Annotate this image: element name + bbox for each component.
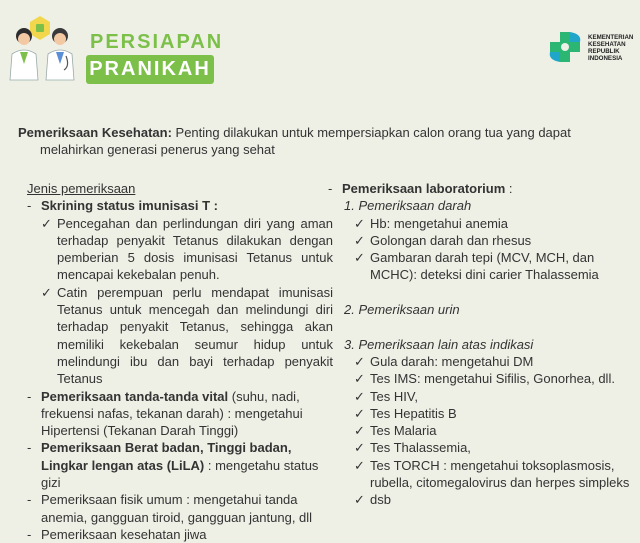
check-text: Tes Malaria [370, 423, 437, 439]
check-icon: ✓ [41, 215, 52, 231]
check-icon: ✓ [354, 371, 365, 387]
check-text: Pencegahan dan perlindungan diri yang aman terhadap penyakit Tetanus dilakukan dengan pemberian 5 dosis imunisasi Tetanus untuk mencapai kekebalan penuh. [57, 215, 333, 283]
list-item [27, 491, 333, 526]
check-item [328, 388, 640, 405]
spacer [328, 284, 640, 301]
check-item [27, 284, 333, 388]
lab-heading: Pemeriksaan laboratorium [342, 181, 506, 196]
check-icon: ✓ [41, 284, 52, 300]
title-pranikah: PRANIKAH [86, 55, 214, 84]
spacer [328, 318, 640, 335]
check-item [328, 232, 640, 249]
list-item [27, 197, 333, 214]
ministry-name [588, 34, 640, 62]
intro-label: Pemeriksaan Kesehatan: [18, 125, 172, 140]
check-icon: ✓ [354, 388, 365, 404]
item-bold: Skrining status imunisasi T : [41, 198, 218, 214]
doctors-illustration [0, 14, 82, 82]
check-text: Catin perempuan perlu mendapat imunisasi Tetanus untuk mencegah dan melindungi diri terhadap penyakit Tetanus, sehingga akan memiliki kekebalan seumur hidup untuk melindungi ibu dan bayi terhadap penyakit Tetanus [57, 284, 333, 387]
list-item [27, 388, 333, 440]
item-bold: Pemeriksaan tanda-tanda vital [41, 388, 229, 404]
check-icon: ✓ [354, 405, 365, 421]
lab-heading-row [328, 180, 640, 197]
check-item [328, 491, 640, 508]
ministry-line: REPUBLIK [588, 48, 620, 55]
right-column [328, 180, 640, 509]
check-text: Tes TORCH : mengetahui toksoplasmosis, rubella, citomegalovirus dan herpes simpleks [370, 457, 630, 491]
item-text: : mengetahu status gizi [41, 457, 319, 491]
check-icon: ✓ [354, 492, 365, 508]
check-item [27, 215, 333, 284]
ministry-line: KEMENTERIAN [588, 34, 634, 41]
ministry-line: KESEHATAN [588, 41, 626, 48]
item-text: Pemeriksaan kesehatan jiwa [41, 526, 207, 542]
title-persiapan: PERSIAPAN [90, 31, 224, 53]
section-title: 3. Pemeriksaan lain atas indikasi [344, 336, 534, 352]
check-text: Gambaran darah tepi (MCV, MCH, dan MCHC): deteksi dini carier Thalassemia [370, 250, 599, 283]
check-icon: ✓ [354, 250, 365, 266]
item-text: (suhu, nadi, frekuensi nafas, tekanan darah) : mengetahui Hipertensi (Tekanan Darah Tinggi) [41, 388, 303, 439]
dash-bullet: - [27, 440, 32, 456]
dash-bullet: - [27, 526, 32, 542]
item-bold: Pemeriksaan Berat badan, Tinggi badan, Lingkar lengan atas (LiLA) [41, 440, 292, 473]
check-item [328, 353, 640, 370]
lab-heading-suffix: : [505, 181, 513, 196]
ministry-line: INDONESIA [588, 55, 623, 62]
check-item [328, 215, 640, 232]
check-item [328, 249, 640, 284]
check-text: Gula darah: mengetahui DM [370, 353, 534, 369]
item-text: Pemeriksaan fisik umum : mengetahui tanda anemia, gangguan tiroid, gangguan jantung, dll [41, 492, 313, 525]
check-item [328, 405, 640, 422]
check-text: Tes IMS: mengetahui Sifilis, Gonorhea, dll. [370, 371, 615, 387]
intro-text-line2: melahirkan generasi penerus yang sehat [40, 142, 275, 157]
check-icon: ✓ [354, 423, 365, 439]
check-item [328, 457, 640, 492]
dash-bullet: - [27, 492, 32, 508]
section-title: 1. Pemeriksaan darah [344, 198, 472, 214]
check-item [328, 370, 640, 387]
check-icon: ✓ [354, 215, 365, 231]
check-icon: ✓ [354, 440, 365, 456]
check-item [328, 422, 640, 439]
check-text: Golongan darah dan rhesus [370, 232, 532, 248]
check-item [328, 439, 640, 456]
check-icon: ✓ [354, 232, 365, 248]
dash-bullet: - [27, 198, 32, 214]
check-text: Tes Hepatitis B [370, 405, 457, 421]
dash-bullet: - [328, 181, 333, 196]
section-title: 2. Pemeriksaan urin [344, 302, 460, 318]
check-text: Tes HIV, [370, 388, 418, 404]
check-text: dsb [370, 492, 391, 508]
check-icon: ✓ [354, 457, 365, 473]
check-text: Tes Thalassemia, [370, 440, 471, 456]
left-column [27, 180, 333, 543]
list-item [27, 439, 333, 491]
check-text: Hb: mengetahui anemia [370, 215, 509, 231]
jenis-pemeriksaan-heading: Jenis pemeriksaan [27, 181, 136, 196]
intro-paragraph [18, 124, 618, 158]
check-icon: ✓ [354, 353, 365, 369]
intro-text: Penting dilakukan untuk mempersiapkan calon orang tua yang dapat [171, 125, 571, 140]
list-item [27, 526, 333, 543]
kemenkes-logo-icon [546, 30, 586, 66]
dash-bullet: - [27, 388, 32, 404]
